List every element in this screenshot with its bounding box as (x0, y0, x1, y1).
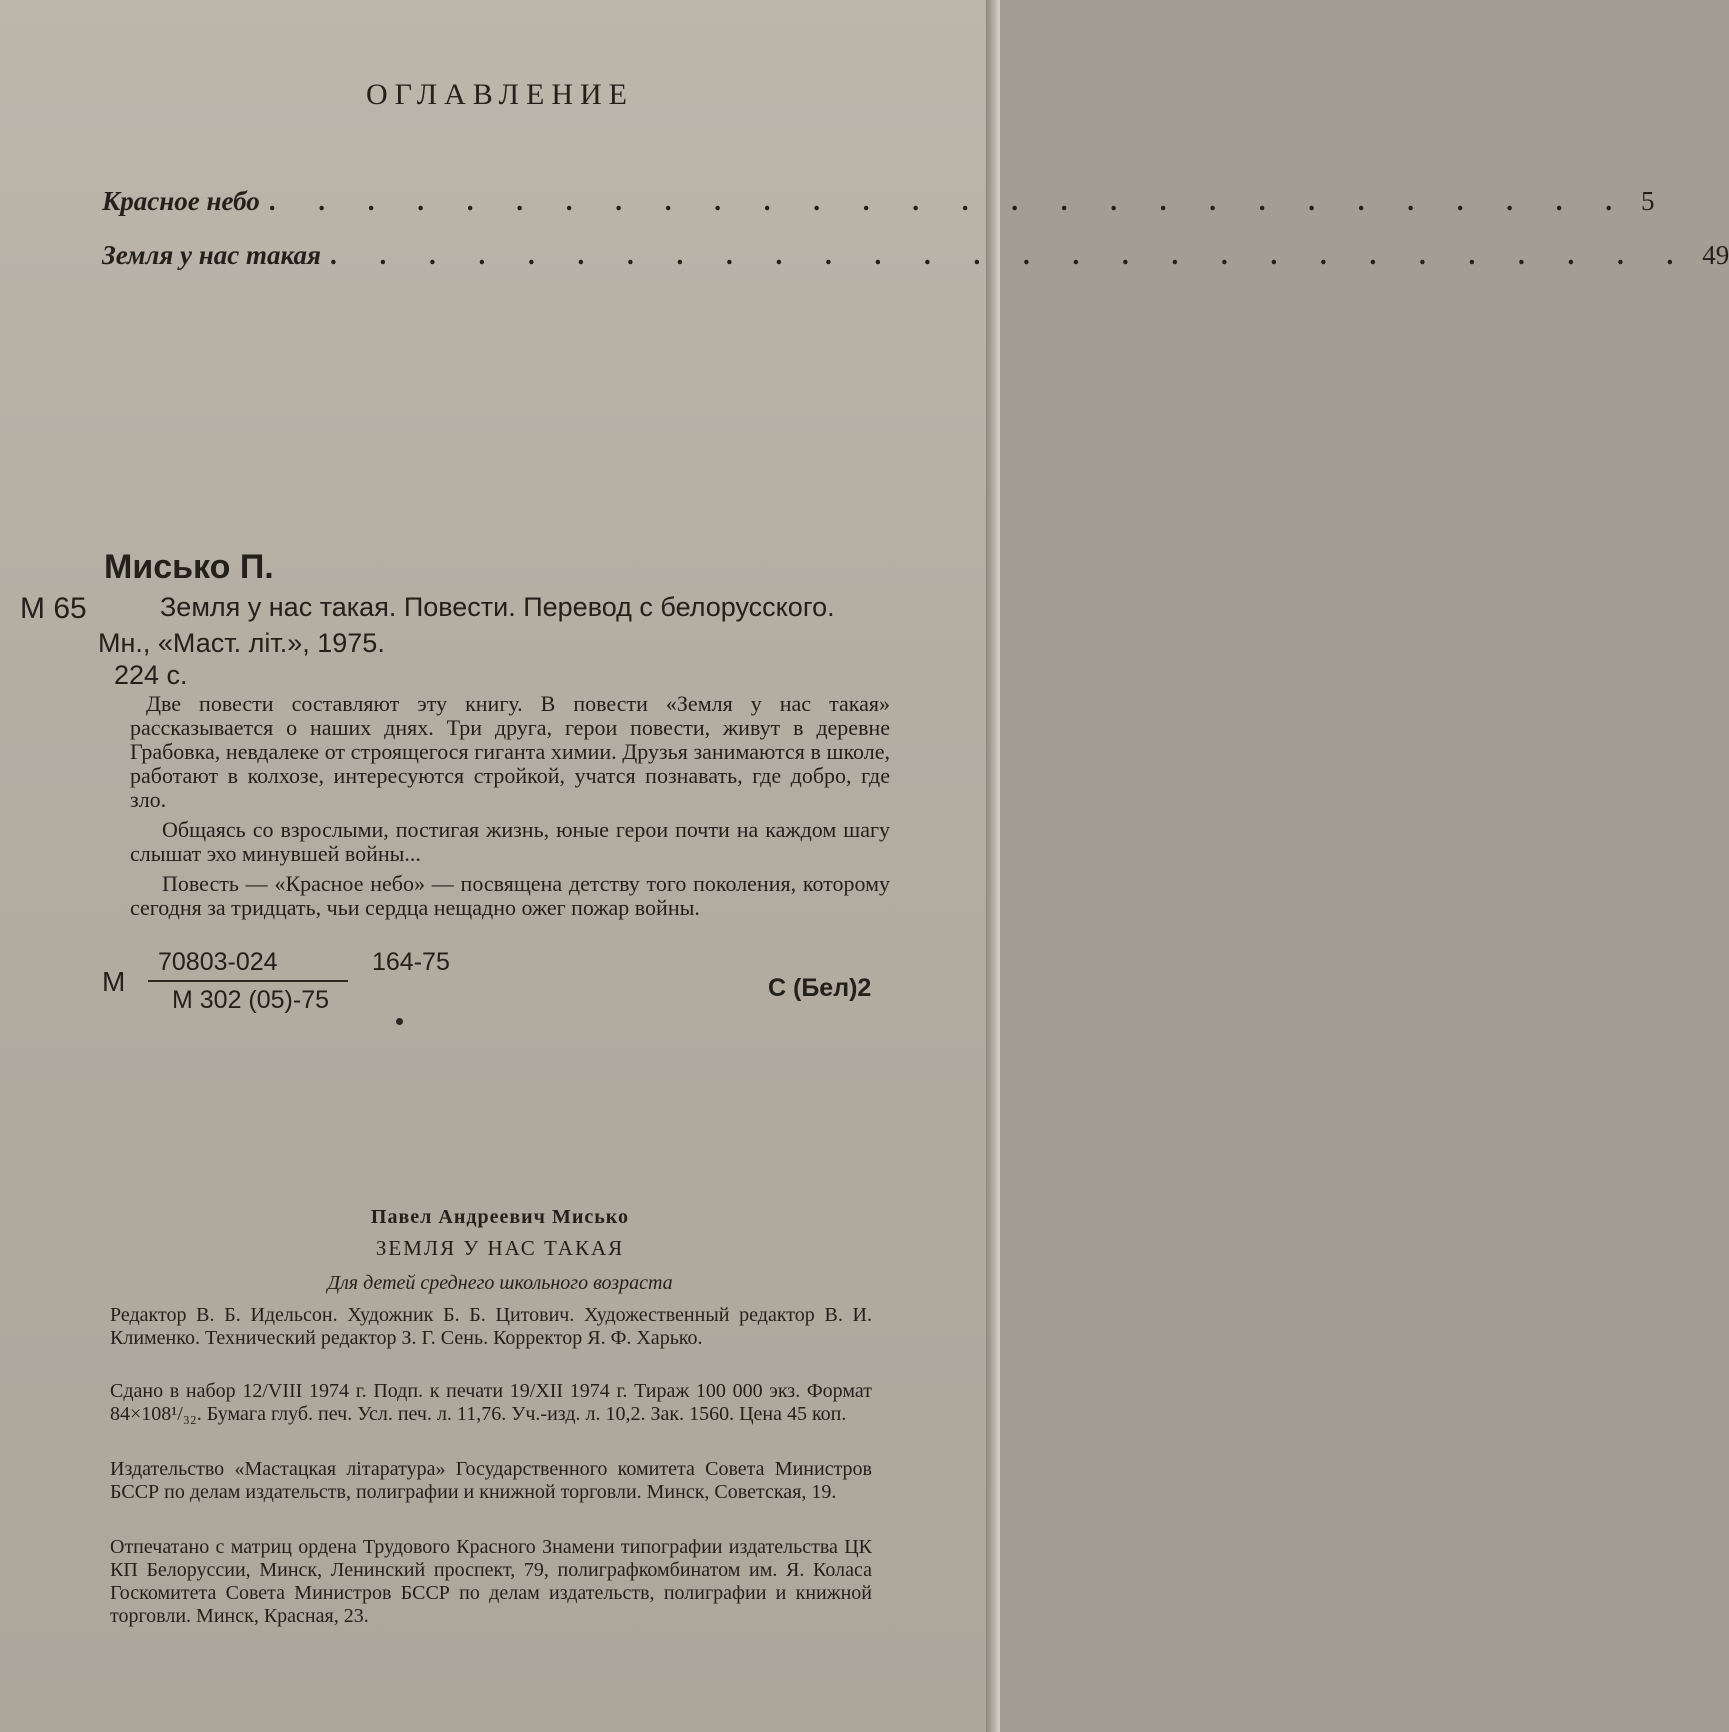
toc-leader-dots: . . . . . . . . . . . . . . . . . . . . . . . . . . . . (330, 240, 1693, 270)
catalog-pages-line: 224 с. (114, 660, 188, 690)
toc-entry-title: Красное небо (102, 186, 260, 216)
imprint-title: ЗЕМЛЯ У НАС ТАКАЯ (375, 1236, 625, 1260)
classification-denominator: М 302 (05)-75 (172, 986, 330, 1014)
imprint-author: Павел Андреевич Мисько (370, 1206, 630, 1228)
toc-entry-page: 5 (1641, 186, 1655, 216)
classification-udc: С (Бел)2 (768, 974, 872, 1002)
toc-heading: ОГЛАВЛЕНИЕ (366, 78, 634, 111)
classification-numerator: 70803-024 (158, 948, 278, 976)
fraction-line (148, 980, 348, 982)
imprint-publisher (110, 1458, 872, 1504)
catalog-code: М 65 (20, 592, 87, 625)
imprint-print-info (110, 1380, 872, 1426)
print-dot (396, 1018, 403, 1025)
abstract-paragraph: Повесть — «Красное небо» — посвящена детству того поколения, которому сегодня за тридцать, чьи сердца нещадно ожег пожар войны. (130, 871, 890, 920)
imprint-print-info-text: Сдано в набор 12/VIII 1974 г. Подп. к печати 19/XII 1974 г. Тираж 100 000 экз. Формат 84×108¹/₃₂. Бумага глуб. печ. Усл. печ. л. 11,76. Уч.-изд. л. 10,2. Зак. 1560. Цена 45 коп. (110, 1380, 872, 1425)
toc-entry (102, 186, 1655, 226)
classification-letter: М (102, 966, 126, 997)
imprint-publisher-text: Издательство «Мастацкая літаратура» Государственного комитета Совета Министров БССР по делам издательств, полиграфии и книжной торговли. Минск, Советская, 19. (110, 1458, 872, 1503)
imprint-staff (110, 1304, 872, 1350)
catalog-publisher-line: Мн., «Маст. літ.», 1975. (98, 628, 385, 658)
imprint-staff-text: Редактор В. Б. Идельсон. Художник Б. Б. Цитович. Художественный редактор В. И. Клименко. Технический редактор З. Г. Сень. Корректор Я. Ф. Харько. (110, 1304, 872, 1349)
classification-order: 164-75 (372, 948, 450, 976)
abstract-paragraph: Две повести составляют эту книгу. В повести «Земля у нас такая» рассказывается о наших днях. Три друга, герои повести, живут в деревне Грабовка, невдалеке от строящегося гиганта химии. Друзья занимаются в школе, работают в колхозе, интересуются стройкой, учатся познавать, где добро, где зло. (130, 691, 890, 812)
toc-entry-title: Земля у нас такая (102, 240, 321, 270)
imprint-printer (110, 1536, 872, 1628)
abstract-paragraph: Общаясь со взрослыми, постигая жизнь, юные герои почти на каждом шагу слышат эхо минувшей войны... (130, 817, 890, 866)
toc-entry (102, 240, 1729, 280)
toc-entry-page: 49 (1702, 240, 1729, 270)
imprint-age-group: Для детей среднего школьного возраста (327, 1272, 673, 1294)
catalog-abstract (130, 692, 890, 926)
toc-leader-dots: . . . . . . . . . . . . . . . . . . . . . . . . . . . . (269, 186, 1632, 216)
catalog-author: Мисько П. (104, 548, 274, 586)
imprint-printer-text: Отпечатано с матриц ордена Трудового Красного Знамени типографии издательства ЦК КП Белоруссии, Минск, Ленинский проспект, 79, полиграфкомбинатом им. Я. Коласа Госкомитета Совета Министров БССР по делам издательств, полиграфии и книжной торговли. Минск, Красная, 23. (110, 1536, 872, 1627)
catalog-title-line: Земля у нас такая. Повести. Перевод с белорусского. (160, 592, 835, 622)
